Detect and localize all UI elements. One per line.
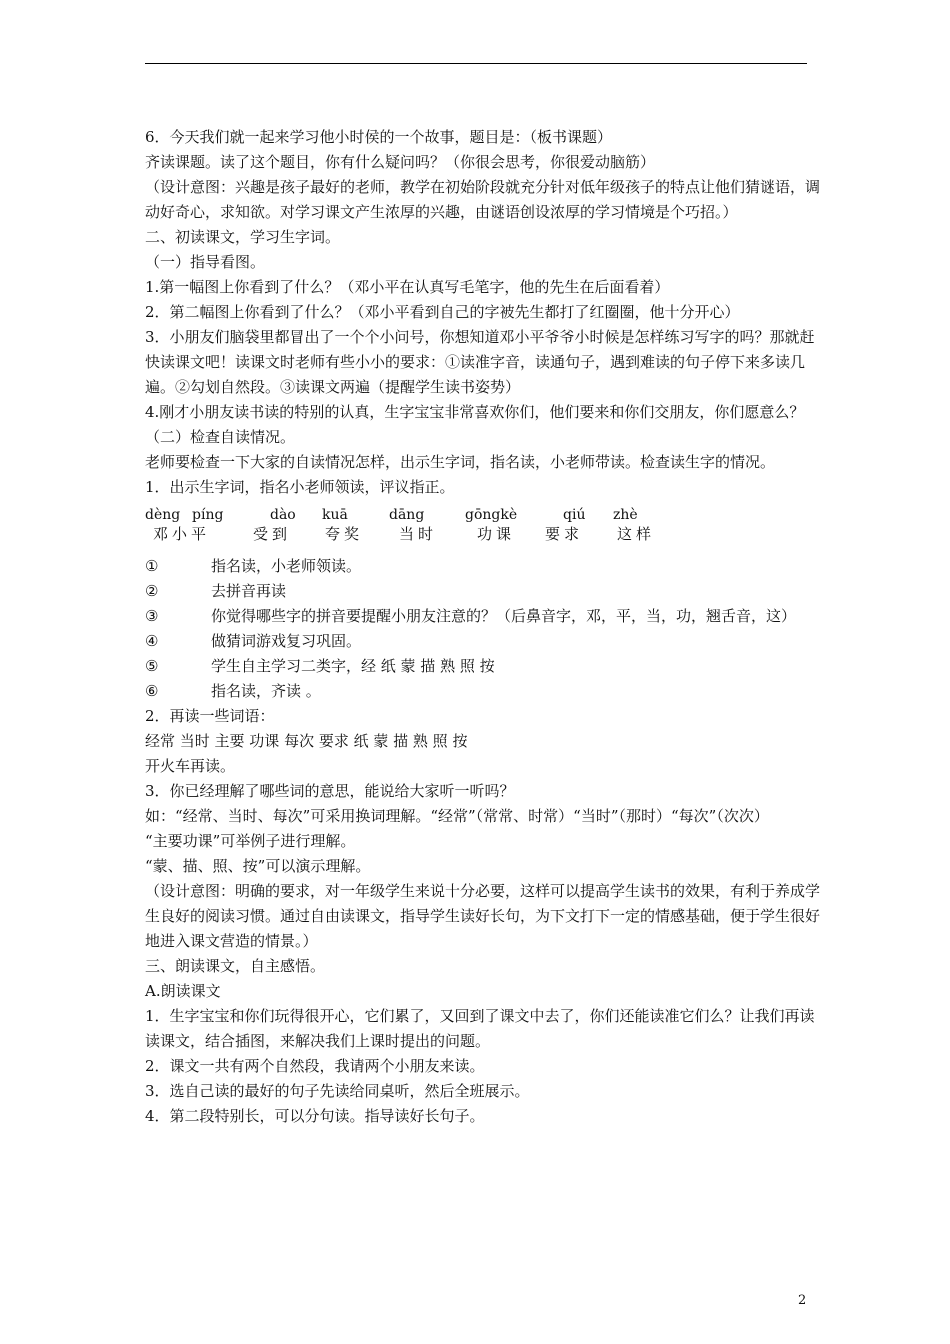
step-item <box>145 679 820 704</box>
paragraph: 3．小朋友们脑袋里都冒出了一个个小问号，你想知道邓小平爷爷小时候是怎样练习写字的吗？那就赶快读课文吧！读课文时老师有些小小的要求：①读准字音，读通句子，遇到难读的句子停下来多读几遍。②勾划自然段。③读课文两遍（提醒学生读书姿势） <box>145 328 815 396</box>
step-item <box>145 654 820 679</box>
step-item <box>145 579 820 604</box>
step-text: 去拼音再读 <box>211 582 287 600</box>
word: 邓小平 <box>153 525 211 543</box>
paragraph: 1.第一幅图上你看到了什么？（邓小平在认真写毛笔字，他的先生在后面看着） <box>145 278 670 296</box>
word: 当时 <box>399 525 438 543</box>
step-number: ② <box>145 582 159 600</box>
step-number: ⑤ <box>145 657 159 675</box>
pinyin: kuā <box>322 507 348 523</box>
subsection-heading: （二）检查自读情况。 <box>145 428 296 446</box>
step-text: 你觉得哪些字的拼音要提醒小朋友注意的？（后鼻音字，邓，平，当，功，翘舌音，这） <box>211 607 797 625</box>
pinyin: dào <box>270 507 296 523</box>
paragraph: 如：“经常、当时、每次”可采用换词理解。“经常”（常常、时常）“当时”（那时）“每次”（次次） <box>145 807 769 825</box>
paragraph: 老师要检查一下大家的自读情况怎样，出示生字词，指名读，小老师带读。检查读生字的情况。 <box>145 453 776 471</box>
paragraph: 4.刚才小朋友读书读的特别的认真，生字宝宝非常喜欢你们，他们要来和你们交朋友，你们愿意么？ <box>145 403 805 421</box>
subsection-heading: A.朗读课文 <box>145 982 221 1000</box>
header-rule <box>145 63 807 64</box>
step-text: 学生自主学习二类字，经 纸 蒙 描 熟 照 按 <box>211 657 495 675</box>
step-number: ③ <box>145 607 159 625</box>
subsection-heading: （一）指导看图。 <box>145 253 266 271</box>
word-list: 经常 当时 主要 功课 每次 要求 纸 蒙 描 熟 照 按 <box>145 732 468 750</box>
paragraph: “主要功课”可举例子进行理解。 <box>145 832 356 850</box>
section-heading: 二、初读课文，学习生字词。 <box>145 228 341 246</box>
design-note: （设计意图：兴趣是孩子最好的老师，教学在初始阶段就充分针对低年级孩子的特点让他们猜谜语，调动好奇心，求知欲。对学习课文产生浓厚的兴趣，由谜语创设浓厚的学习情境是个巧招。） <box>145 178 821 221</box>
paragraph: 2．课文一共有两个自然段，我请两个小朋友来读。 <box>145 1057 485 1075</box>
paragraph: 3．你已经理解了哪些词的意思，能说给大家听一听吗？ <box>145 782 515 800</box>
word: 夸奖 <box>325 525 364 543</box>
paragraph: 4．第二段特别长，可以分句读。指导读好长句子。 <box>145 1107 485 1125</box>
step-text: 指名读，小老师领读。 <box>211 557 362 575</box>
page-number: 2 <box>798 1293 807 1308</box>
pinyin: dāng <box>389 507 425 523</box>
paragraph: 3．选自己读的最好的句子先读给同桌听，然后全班展示。 <box>145 1082 530 1100</box>
pinyin-row <box>145 507 820 524</box>
step-item-wrapped <box>145 604 820 629</box>
design-note: （设计意图：明确的要求，对一年级学生来说十分必要，这样可以提高学生读书的效果，有利于养成学生良好的阅读习惯。通过自由读课文，指导学生读好长句，为下文打下一定的情感基础，便于学生很好地进入课文营造的情景。） <box>145 882 821 950</box>
step-item <box>145 629 820 654</box>
pinyin: zhè <box>613 507 638 523</box>
paragraph: 6．今天我们就一起来学习他小时侯的一个故事，题目是：（板书课题） <box>145 128 613 146</box>
paragraph: “蒙、描、照、按”可以演示理解。 <box>145 857 371 875</box>
section-heading: 三、朗读课文，自主感悟。 <box>145 957 326 975</box>
word-row <box>145 524 820 544</box>
pinyin: píng <box>192 507 224 523</box>
paragraph: 2．再读一些词语： <box>145 707 275 725</box>
step-number: ① <box>145 557 159 575</box>
step-text: 指名读，齐读 。 <box>211 682 321 700</box>
pinyin-word-table <box>145 507 820 544</box>
paragraph: 开火车再读。 <box>145 757 236 775</box>
word: 受到 <box>253 525 292 543</box>
pinyin: dèng <box>145 507 181 523</box>
paragraph: 2．第二幅图上你看到了什么？（邓小平看到自己的字被先生都打了红圈圈，他十分开心） <box>145 303 740 321</box>
paragraph: 齐读课题。读了这个题目，你有什么疑问吗？（你很会思考，你很爱动脑筋） <box>145 153 656 171</box>
pinyin: gōngkè <box>465 507 518 523</box>
step-number: ④ <box>145 632 159 650</box>
document-body <box>145 125 820 1129</box>
step-item <box>145 554 820 579</box>
step-number: ⑥ <box>145 682 159 700</box>
word: 这样 <box>617 525 656 543</box>
step-text: 做猜词游戏复习巩固。 <box>211 632 362 650</box>
word: 要求 <box>545 525 584 543</box>
pinyin: qiú <box>563 507 586 523</box>
paragraph: 1．出示生字词，指名小老师领读，评议指正。 <box>145 478 455 496</box>
word: 功课 <box>477 525 516 543</box>
paragraph: 1．生字宝宝和你们玩得很开心，它们累了，又回到了课文中去了，你们还能读准它们么？让我们再读读课文，结合插图，来解决我们上课时提出的问题。 <box>145 1007 815 1050</box>
